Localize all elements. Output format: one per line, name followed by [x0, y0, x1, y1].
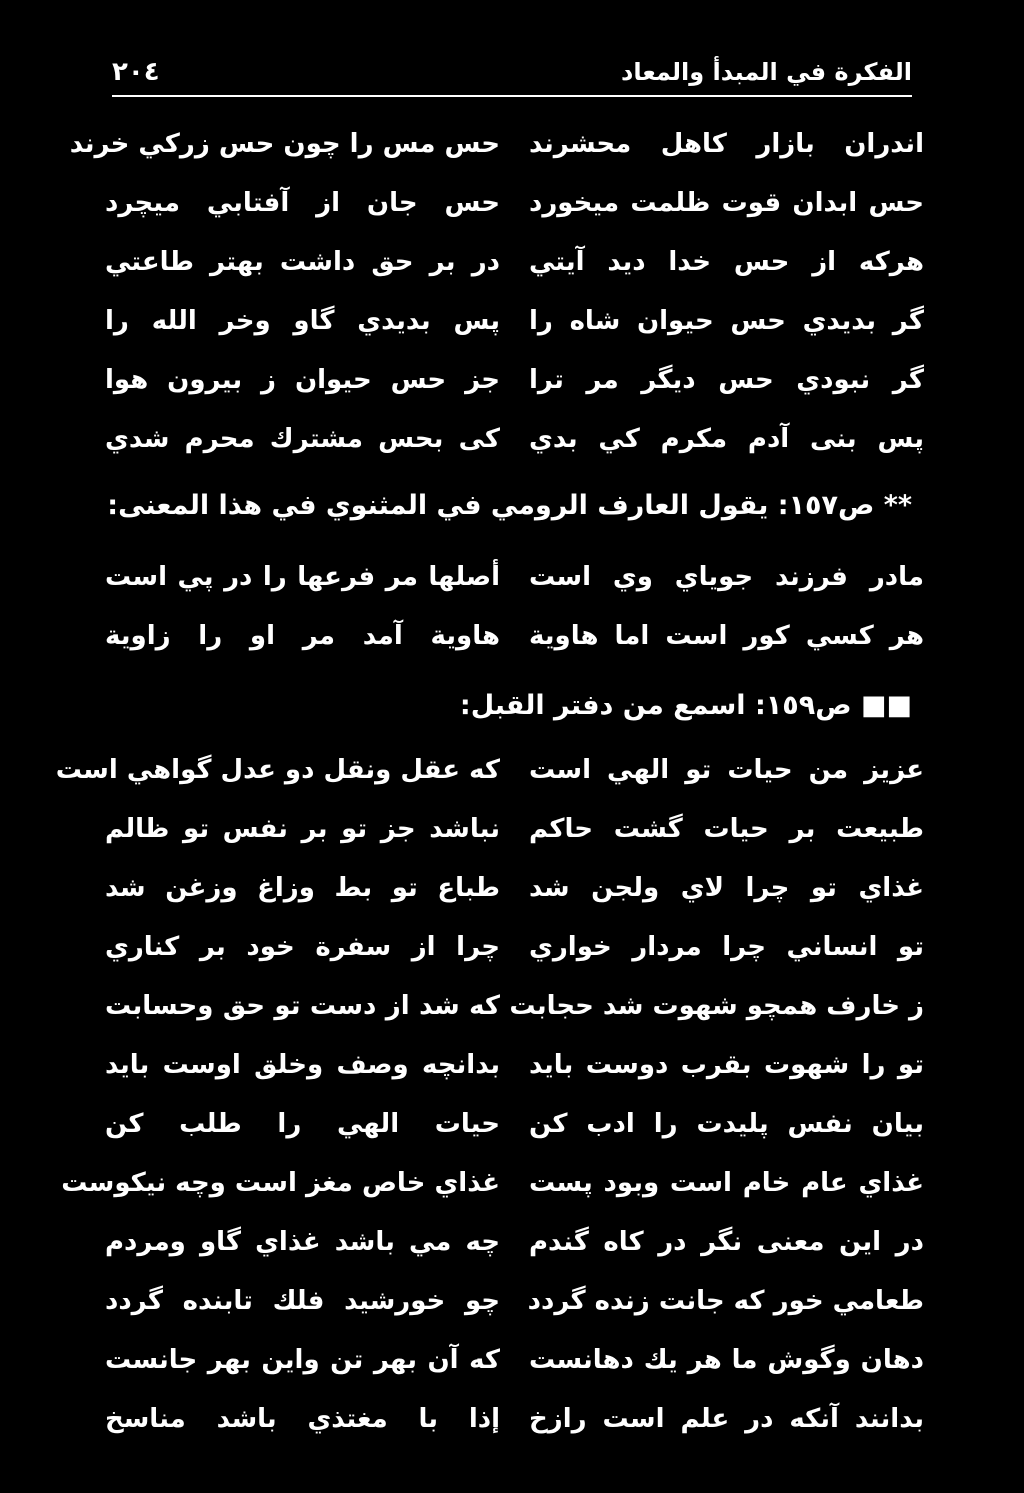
second-hemistich: پس بدیدي گاو وخر الله را [105, 305, 500, 336]
first-hemistich: پس بنی آدم مکرم کي بدي [529, 423, 924, 454]
second-hemistich: که آن بهر تن واین بهر جانست [105, 1344, 500, 1375]
verse-block-1 [69, 114, 924, 468]
second-hemistich: حیات الهي را طلب کن [105, 1108, 500, 1139]
first-hemistich: طبیعت بر حیات گشت حاکم [529, 813, 924, 844]
footnote-intro-1 [107, 484, 912, 528]
header-divider [112, 95, 912, 97]
first-hemistich: غذاي عام خام است وبود پست [529, 1167, 924, 1198]
second-hemistich: حس جان از آفتابي میچرد [105, 187, 500, 218]
second-hemistich: نباشد جز تو بر نفس تو ظالم [105, 813, 500, 844]
verse-block-2 [105, 547, 924, 665]
footnote-text: اسمع من دفتر القبل: [459, 690, 746, 721]
second-hemistich: چرا از سفرة خود بر کناري [105, 931, 500, 962]
second-hemistich: که عقل ونقل دو عدل گواهي است [55, 754, 500, 785]
first-hemistich: غذاي تو چرا لاي ولجن شد [529, 872, 924, 903]
footnote-intro-2 [112, 684, 912, 728]
verse-line [105, 799, 924, 858]
first-hemistich: بدانند آنکه در علم است رازخ [529, 1403, 924, 1434]
second-hemistich: چو خورشید فلك تابنده گردد [105, 1285, 500, 1316]
page-header [112, 52, 912, 92]
first-hemistich: هرکه از حس خدا دید آیتي [529, 246, 924, 277]
verse-line [105, 1035, 924, 1094]
first-hemistich: طعامي خور که جانت زنده گردد [527, 1285, 924, 1316]
verse-line [105, 1212, 924, 1271]
first-hemistich: تو انساني چرا مردار خواري [529, 931, 924, 962]
first-hemistich: گر نبودي حس دیگر مر ترا [529, 364, 924, 395]
first-hemistich: اندران بازار کاهل محشرند [529, 128, 924, 159]
verse-line [105, 1271, 924, 1330]
page-number: ٢٠٤ [112, 57, 160, 87]
first-hemistich: ز خارف همچو شهوت شد حجابت [509, 990, 924, 1021]
page-reference: ص١٥٩: [754, 690, 852, 721]
verse-line [105, 409, 924, 468]
verse-line [105, 858, 924, 917]
first-hemistich: هر کسي کور است اما هاویة [529, 620, 924, 651]
second-hemistich: طباع تو بط وزاغ وزغن شد [105, 872, 500, 903]
verse-line [105, 232, 924, 291]
first-hemistich: حس ابدان قوت ظلمت میخورد [529, 187, 924, 218]
verse-line [105, 1094, 924, 1153]
footnote-marker: ■■ [860, 690, 912, 721]
page-reference: ص١٥٧: [777, 490, 875, 521]
second-hemistich: کی بحس مشترك محرم شدي [105, 423, 500, 454]
second-hemistich: أصلها مر فرعها را در پي است [105, 561, 500, 592]
first-hemistich: گر بدیدي حس حیوان شاه را [529, 305, 924, 336]
footnote-text: يقول العارف الرومي في المثنوي في هذا المعنى: [107, 490, 769, 521]
verse-line [61, 1153, 924, 1212]
first-hemistich: دهان وگوش ما هر یك دهانست [529, 1344, 924, 1375]
verse-line [55, 740, 924, 799]
first-hemistich: عزیز من حیات تو الهي است [529, 754, 924, 785]
second-hemistich: بدانچه وصف وخلق اوست باید [105, 1049, 500, 1080]
second-hemistich: هاویة آمد مر او را زاویة [105, 620, 500, 651]
first-hemistich: تو را شهوت بقرب دوست باید [529, 1049, 924, 1080]
verse-line [105, 1389, 924, 1448]
verse-line [105, 350, 924, 409]
footnote-marker: ** [883, 490, 912, 521]
verse-line [69, 114, 924, 173]
verse-line [105, 173, 924, 232]
second-hemistich: إذا با مغتذي باشد مناسخ [105, 1403, 500, 1434]
second-hemistich: جز حس حیوان ز بیرون هوا [105, 364, 500, 395]
second-hemistich: در بر حق داشت بهتر طاعتي [105, 246, 500, 277]
first-hemistich: در این معنی نگر در کاه گندم [529, 1226, 924, 1257]
first-hemistich: بیان نفس پلیدت را ادب کن [529, 1108, 924, 1139]
verse-line [105, 976, 924, 1035]
first-hemistich: مادر فرزند جویاي وي است [529, 561, 924, 592]
verse-block-3 [55, 740, 924, 1448]
second-hemistich: غذاي خاص مغز است وچه نیکوست [61, 1167, 500, 1198]
verse-line [105, 917, 924, 976]
running-title: الفكرة في المبدأ والمعاد [621, 58, 912, 86]
verse-line [105, 1330, 924, 1389]
second-hemistich: چه مي باشد غذاي گاو ومردم [105, 1226, 500, 1257]
second-hemistich: حس مس را چون حس زرکي خرند [69, 128, 500, 159]
verse-line [105, 606, 924, 665]
verse-line [105, 547, 924, 606]
verse-line [105, 291, 924, 350]
second-hemistich: که شد از دست تو حق وحسابت [105, 990, 500, 1021]
